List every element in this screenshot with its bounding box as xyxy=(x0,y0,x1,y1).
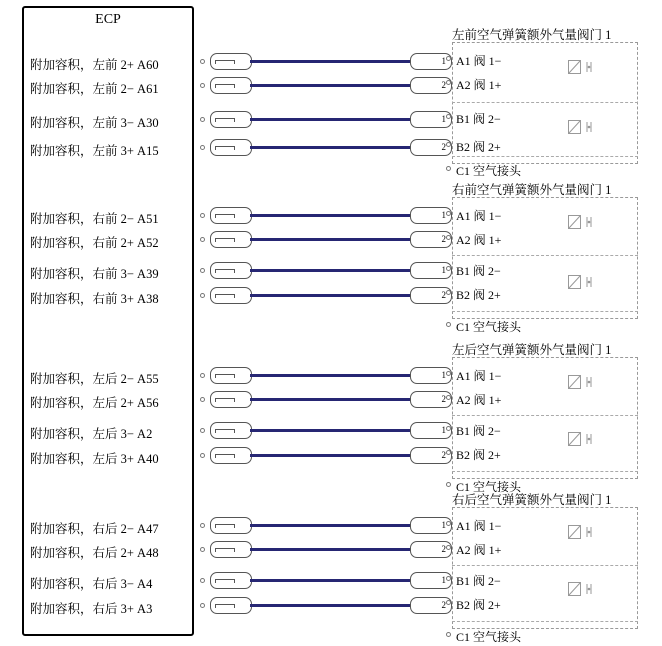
valve-pin-label: B2 阀 2+ xyxy=(456,288,501,302)
valve-symbol-icon xyxy=(568,60,594,74)
terminal-node xyxy=(200,117,205,122)
connector-right: 2 xyxy=(410,139,452,156)
valve-pin-label: B1 阀 2− xyxy=(456,424,501,438)
valve-pin-label: A2 阀 1+ xyxy=(456,393,502,407)
ecp-label: 附加容积，左前 3− A30 xyxy=(30,116,159,130)
valve-symbol-icon xyxy=(568,432,594,446)
valve-terminal-node xyxy=(446,450,451,455)
connector-right: 2 xyxy=(410,391,452,408)
ecp-label: 附加容积，左后 2− A55 xyxy=(30,372,159,386)
valve-terminal-node xyxy=(446,211,451,216)
valve-symbol-icon xyxy=(568,120,594,134)
valve-group-divider xyxy=(452,471,638,472)
connector-left xyxy=(210,207,252,224)
terminal-node xyxy=(200,578,205,583)
valve-terminal-node xyxy=(446,371,451,376)
valve-pin-label: A1 阀 1− xyxy=(456,54,502,68)
valve-terminal-node xyxy=(446,322,451,327)
valve-group-divider xyxy=(452,565,638,566)
terminal-node xyxy=(200,145,205,150)
ecp-label: 附加容积，左前 2− A61 xyxy=(30,82,159,96)
valve-air-label: C1 空气接头 xyxy=(456,480,522,494)
terminal-node xyxy=(200,397,205,402)
valve-terminal-node xyxy=(446,545,451,550)
wire xyxy=(250,294,422,297)
terminal-node xyxy=(200,603,205,608)
terminal-node xyxy=(200,59,205,64)
ecp-title: ECP xyxy=(95,12,121,27)
wire xyxy=(250,214,422,217)
valve-terminal-node xyxy=(446,395,451,400)
valve-terminal-node xyxy=(446,482,451,487)
connector-left xyxy=(210,77,252,94)
valve-pin-label: B2 阀 2+ xyxy=(456,448,501,462)
valve-group-divider xyxy=(452,255,638,256)
wire xyxy=(250,579,422,582)
connector-right: 1 xyxy=(410,367,452,384)
connector-right: 1 xyxy=(410,422,452,439)
wire xyxy=(250,429,422,432)
terminal-node xyxy=(200,83,205,88)
terminal-node xyxy=(200,237,205,242)
connector-right: 2 xyxy=(410,231,452,248)
valve-terminal-node xyxy=(446,142,451,147)
valve-group-divider xyxy=(452,415,638,416)
wire xyxy=(250,398,422,401)
valve-terminal-node xyxy=(446,600,451,605)
valve-pin-label: A2 阀 1+ xyxy=(456,543,502,557)
wire xyxy=(250,269,422,272)
terminal-node xyxy=(200,373,205,378)
connector-left xyxy=(210,541,252,558)
connector-left xyxy=(210,447,252,464)
connector-right: 2 xyxy=(410,287,452,304)
ecp-label: 附加容积，左后 3+ A40 xyxy=(30,452,159,466)
wire xyxy=(250,604,422,607)
ecp-label: 附加容积，左后 3− A2 xyxy=(30,427,153,441)
valve-terminal-node xyxy=(446,166,451,171)
wire xyxy=(250,548,422,551)
terminal-node xyxy=(200,428,205,433)
wire xyxy=(250,146,422,149)
terminal-node xyxy=(200,213,205,218)
connector-left xyxy=(210,262,252,279)
connector-right: 1 xyxy=(410,572,452,589)
valve-pin-label: B1 阀 2− xyxy=(456,264,501,278)
valve-pin-label: A1 阀 1− xyxy=(456,369,502,383)
connector-left xyxy=(210,597,252,614)
ecp-label: 附加容积，左后 2+ A56 xyxy=(30,396,159,410)
valve-terminal-node xyxy=(446,114,451,119)
wire xyxy=(250,60,422,63)
valve-pin-label: A2 阀 1+ xyxy=(456,233,502,247)
connector-right: 2 xyxy=(410,541,452,558)
valve-terminal-node xyxy=(446,290,451,295)
valve-terminal-node xyxy=(446,80,451,85)
valve-air-label: C1 空气接头 xyxy=(456,320,522,334)
valve-pin-label: A1 阀 1− xyxy=(456,209,502,223)
wire xyxy=(250,524,422,527)
connector-left xyxy=(210,287,252,304)
ecp-label: 附加容积，右前 3− A39 xyxy=(30,267,159,281)
connector-right: 1 xyxy=(410,111,452,128)
valve-terminal-node xyxy=(446,266,451,271)
ecp-label: 附加容积，右前 2− A51 xyxy=(30,212,159,226)
connector-left xyxy=(210,367,252,384)
ecp-module-box xyxy=(22,6,194,636)
valve-group-divider xyxy=(452,621,638,622)
valve-group-divider xyxy=(452,311,638,312)
ecp-label: 附加容积，右后 2+ A48 xyxy=(30,546,159,560)
valve-terminal-node xyxy=(446,426,451,431)
wire xyxy=(250,238,422,241)
valve-symbol-icon xyxy=(568,375,594,389)
ecp-label: 附加容积，右前 3+ A38 xyxy=(30,292,159,306)
valve-symbol-icon xyxy=(568,525,594,539)
terminal-node xyxy=(200,523,205,528)
connector-left xyxy=(210,391,252,408)
terminal-node xyxy=(200,293,205,298)
valve-symbol-icon xyxy=(568,582,594,596)
connector-right: 1 xyxy=(410,262,452,279)
valve-symbol-icon xyxy=(568,275,594,289)
connector-left xyxy=(210,517,252,534)
connector-right: 1 xyxy=(410,517,452,534)
valve-group-divider xyxy=(452,102,638,103)
valve-group-divider xyxy=(452,156,638,157)
wire xyxy=(250,84,422,87)
wire xyxy=(250,118,422,121)
valve-terminal-node xyxy=(446,56,451,61)
wire xyxy=(250,374,422,377)
wire xyxy=(250,454,422,457)
valve-pin-label: A2 阀 1+ xyxy=(456,78,502,92)
valve-group-title: 右后空气弹簧额外气量阀门 1 xyxy=(452,493,612,507)
valve-terminal-node xyxy=(446,632,451,637)
ecp-label: 附加容积，左前 3+ A15 xyxy=(30,144,159,158)
ecp-label: 附加容积，左前 2+ A60 xyxy=(30,58,159,72)
connector-left xyxy=(210,111,252,128)
valve-air-label: C1 空气接头 xyxy=(456,164,522,178)
valve-terminal-node xyxy=(446,235,451,240)
valve-group-title: 右前空气弹簧额外气量阀门 1 xyxy=(452,183,612,197)
connector-right: 1 xyxy=(410,53,452,70)
connector-left xyxy=(210,139,252,156)
valve-group-title: 左前空气弹簧额外气量阀门 1 xyxy=(452,28,612,42)
valve-pin-label: B2 阀 2+ xyxy=(456,140,501,154)
connector-left xyxy=(210,422,252,439)
connector-right: 2 xyxy=(410,597,452,614)
valve-terminal-node xyxy=(446,521,451,526)
connector-left xyxy=(210,572,252,589)
terminal-node xyxy=(200,268,205,273)
valve-symbol-icon xyxy=(568,215,594,229)
ecp-label: 附加容积，右后 3+ A3 xyxy=(30,602,153,616)
terminal-node xyxy=(200,547,205,552)
valve-pin-label: A1 阀 1− xyxy=(456,519,502,533)
ecp-label: 附加容积，右后 2− A47 xyxy=(30,522,159,536)
ecp-label: 附加容积，右后 3− A4 xyxy=(30,577,153,591)
valve-terminal-node xyxy=(446,576,451,581)
valve-pin-label: B1 阀 2− xyxy=(456,574,501,588)
ecp-label: 附加容积，右前 2+ A52 xyxy=(30,236,159,250)
connector-right: 2 xyxy=(410,447,452,464)
valve-pin-label: B1 阀 2− xyxy=(456,112,501,126)
valve-group-title: 左后空气弹簧额外气量阀门 1 xyxy=(452,343,612,357)
connector-left xyxy=(210,231,252,248)
connector-right: 1 xyxy=(410,207,452,224)
valve-pin-label: B2 阀 2+ xyxy=(456,598,501,612)
connector-right: 2 xyxy=(410,77,452,94)
terminal-node xyxy=(200,453,205,458)
connector-left xyxy=(210,53,252,70)
valve-air-label: C1 空气接头 xyxy=(456,630,522,644)
